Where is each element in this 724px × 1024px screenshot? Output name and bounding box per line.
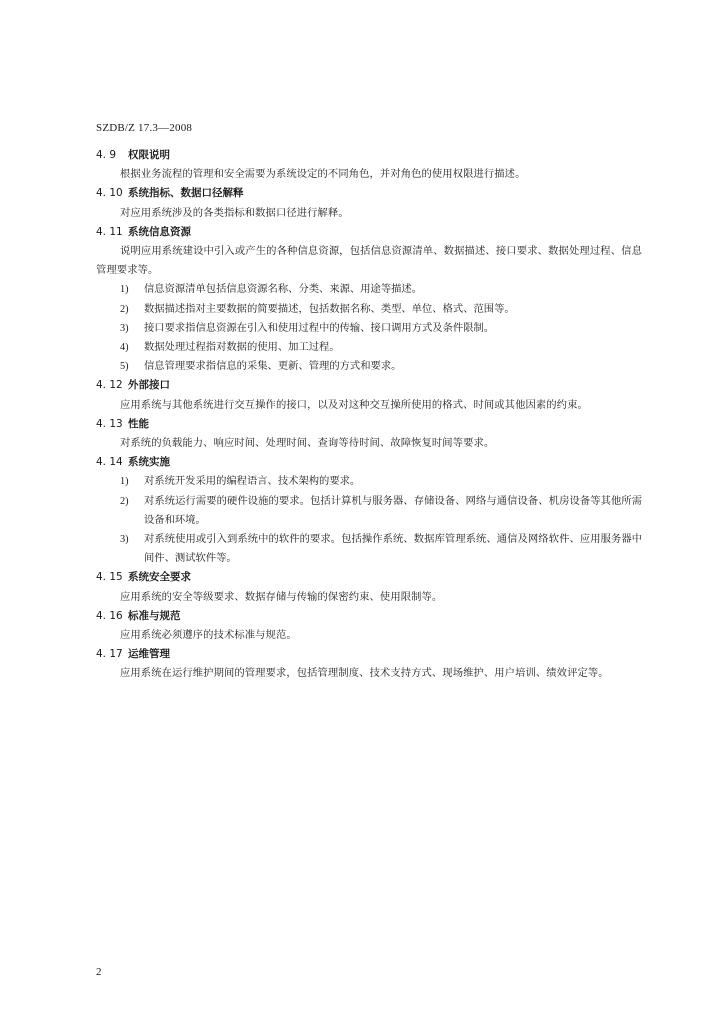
section-heading [96, 415, 642, 434]
list-item-marker: 4) [120, 341, 129, 353]
section-title: 性能 [128, 417, 149, 430]
section-heading [96, 568, 642, 587]
section-title: 运维管理 [128, 648, 170, 661]
section-number: 4. 9 [96, 149, 117, 161]
list-item-text: 接口要求指信息资源在引入和使用过程中的传输、接口调用方式及条件限制。 [144, 321, 495, 334]
list-item-marker: 5) [120, 361, 129, 373]
section-heading [96, 146, 642, 165]
section-paragraph: 对系统的负载能力、响应时间、处理时间、查询等待时间、故障恢复时间等要求。 [120, 436, 495, 449]
list-item-text: 数据处理过程指对数据的使用、加工过程。 [144, 340, 340, 353]
section-title: 系统指标、数据口径解释 [128, 187, 244, 200]
list-item-marker: 1) [120, 476, 129, 488]
list-item-marker: 1) [120, 284, 129, 296]
section-heading [96, 453, 642, 472]
list-item [96, 530, 642, 568]
section-title: 外部接口 [128, 379, 170, 392]
section-paragraph: 应用系统必须遵序的技术标准与规范。 [120, 628, 297, 641]
section-number: 4. 12 [96, 379, 123, 392]
section-paragraph: 说明应用系统建设中引入或产生的各种信息资源，包括信息资源清单、数据描述、接口要求、数据处理过程、信息管理要求等。 [96, 244, 642, 277]
list-item [96, 472, 642, 491]
list-item [96, 280, 642, 299]
list-item [96, 357, 642, 376]
list-item-text: 对系统使用或引入到系统中的软件的要求。包括操作系统、数据库管理系统、通信及网络软件、应用服务器中间件、测试软件等。 [144, 532, 642, 565]
section-number: 4. 15 [96, 571, 123, 584]
list-item-marker: 3) [120, 322, 129, 334]
list-item-text: 信息管理要求指信息的采集、更新、管理的方式和要求。 [144, 360, 402, 373]
section-number: 4. 16 [96, 609, 123, 622]
section-number: 4. 10 [96, 187, 123, 200]
document-body [96, 146, 642, 684]
section-heading [96, 376, 642, 395]
section-title: 系统信息资源 [128, 225, 191, 238]
list-item-text: 数据描述指对主要数据的简要描述，包括数据名称、类型、单位、格式、范围等。 [144, 302, 515, 315]
section-number: 4. 11 [96, 225, 123, 238]
section-heading [96, 645, 642, 664]
list-item-text: 对系统运行需要的硬件设施的要求。包括计算机与服务器、存储设备、网络与通信设备、机房设备等其他所需设备和环境。 [144, 494, 642, 526]
list-item [96, 338, 642, 357]
section-paragraph: 应用系统在运行维护期间的管理要求，包括管理制度、技术支持方式、现场维护、用户培训、绩效评定等。 [120, 667, 609, 680]
list-item [96, 319, 642, 338]
section-title: 标准与规范 [128, 609, 181, 622]
list-item-marker: 2) [120, 495, 129, 507]
list-item-text: 对系统开发采用的编程语言、技术架构的要求。 [144, 475, 361, 488]
list-item [96, 492, 642, 530]
list-item [96, 300, 642, 319]
section-paragraph: 应用系统的安全等级要求、数据存储与传输的保密约束、使用限制等。 [120, 590, 443, 603]
list-item-marker: 3) [120, 533, 129, 545]
section-heading [96, 607, 642, 626]
section-number: 4. 17 [96, 648, 123, 661]
page-number: 2 [96, 966, 102, 978]
list-item-marker: 2) [120, 303, 129, 315]
section-number: 4. 13 [96, 417, 123, 430]
section-title: 系统安全要求 [128, 571, 191, 584]
document-code: SZDB/Z 17.3—2008 [96, 122, 193, 134]
section-paragraph: 对应用系统涉及的各类指标和数据口径进行解释。 [120, 206, 349, 219]
section-paragraph: 应用系统与其他系统进行交互操作的接口，以及对这种交互操所使用的格式、时间或其他因素的约束。 [120, 398, 588, 411]
section-heading [96, 184, 642, 203]
section-number: 4. 14 [96, 456, 123, 469]
section-title: 权限说明 [128, 149, 170, 161]
section-heading [96, 223, 642, 242]
list-item-text: 信息资源清单包括信息资源名称、分类、来源、用途等描述。 [144, 283, 423, 296]
section-title: 系统实施 [128, 456, 170, 469]
section-paragraph: 根据业务流程的管理和安全需要为系统设定的不同角色，并对角色的使用权限进行描述。 [120, 168, 526, 181]
